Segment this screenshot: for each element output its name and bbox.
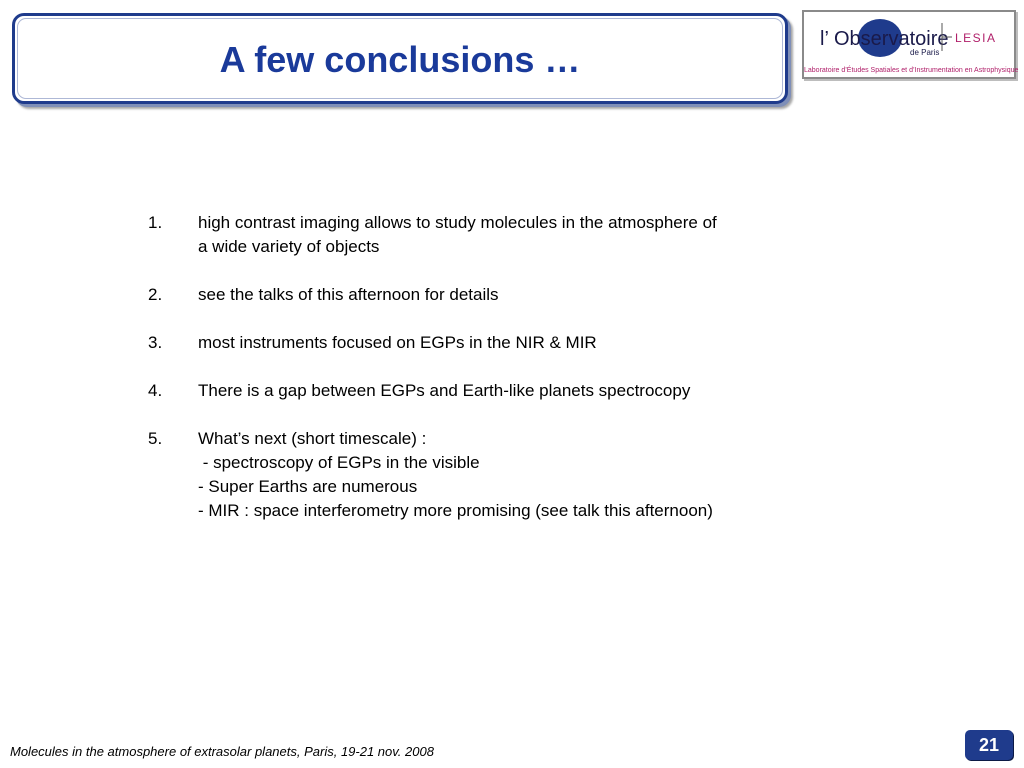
- conclusions-list: [140, 211, 840, 547]
- item-text: a wide variety of objects: [198, 237, 380, 256]
- item-text: What’s next (short timescale) :: [198, 429, 427, 448]
- item-subpoint: - Super Earths are numerous: [198, 477, 418, 496]
- item-subpoint: - MIR : space interferometry more promising (see talk this afternoon): [198, 501, 713, 520]
- list-item: [140, 283, 840, 307]
- logo-sub: de Paris: [910, 48, 940, 57]
- item-number: 1.: [148, 213, 163, 232]
- logo-subtitle: Laboratoire d’Études Spatiales et d’Instrumentation en Astrophysique: [804, 67, 1019, 74]
- logo-graphic: [812, 17, 1012, 61]
- list-item: [140, 211, 840, 259]
- item-subpoint: - spectroscopy of EGPs in the visible: [198, 453, 480, 472]
- list-item: [140, 427, 840, 523]
- list-item: [140, 331, 840, 355]
- item-number: 5.: [148, 429, 163, 448]
- logo-name: Observatoire: [834, 28, 949, 50]
- logo-partner: LESIA: [955, 31, 997, 45]
- item-number: 3.: [148, 333, 163, 352]
- item-text: high contrast imaging allows to study molecules in the atmosphere of: [198, 213, 717, 232]
- item-text: There is a gap between EGPs and Earth-like planets spectrocopy: [198, 381, 691, 400]
- item-number: 2.: [148, 285, 163, 304]
- slide-title: A few conclusions …: [219, 39, 581, 80]
- logo-prefix: l’: [820, 28, 829, 50]
- footer-caption: Molecules in the atmosphere of extrasolar planets, Paris, 19-21 nov. 2008: [10, 744, 434, 759]
- item-number: 4.: [148, 381, 163, 400]
- item-text: see the talks of this afternoon for details: [198, 285, 499, 304]
- list-item: [140, 379, 840, 403]
- title-frame: [12, 13, 788, 104]
- observatoire-lesia-logo: [802, 10, 1019, 79]
- page-number: 21: [965, 730, 1013, 760]
- item-text: most instruments focused on EGPs in the NIR & MIR: [198, 333, 597, 352]
